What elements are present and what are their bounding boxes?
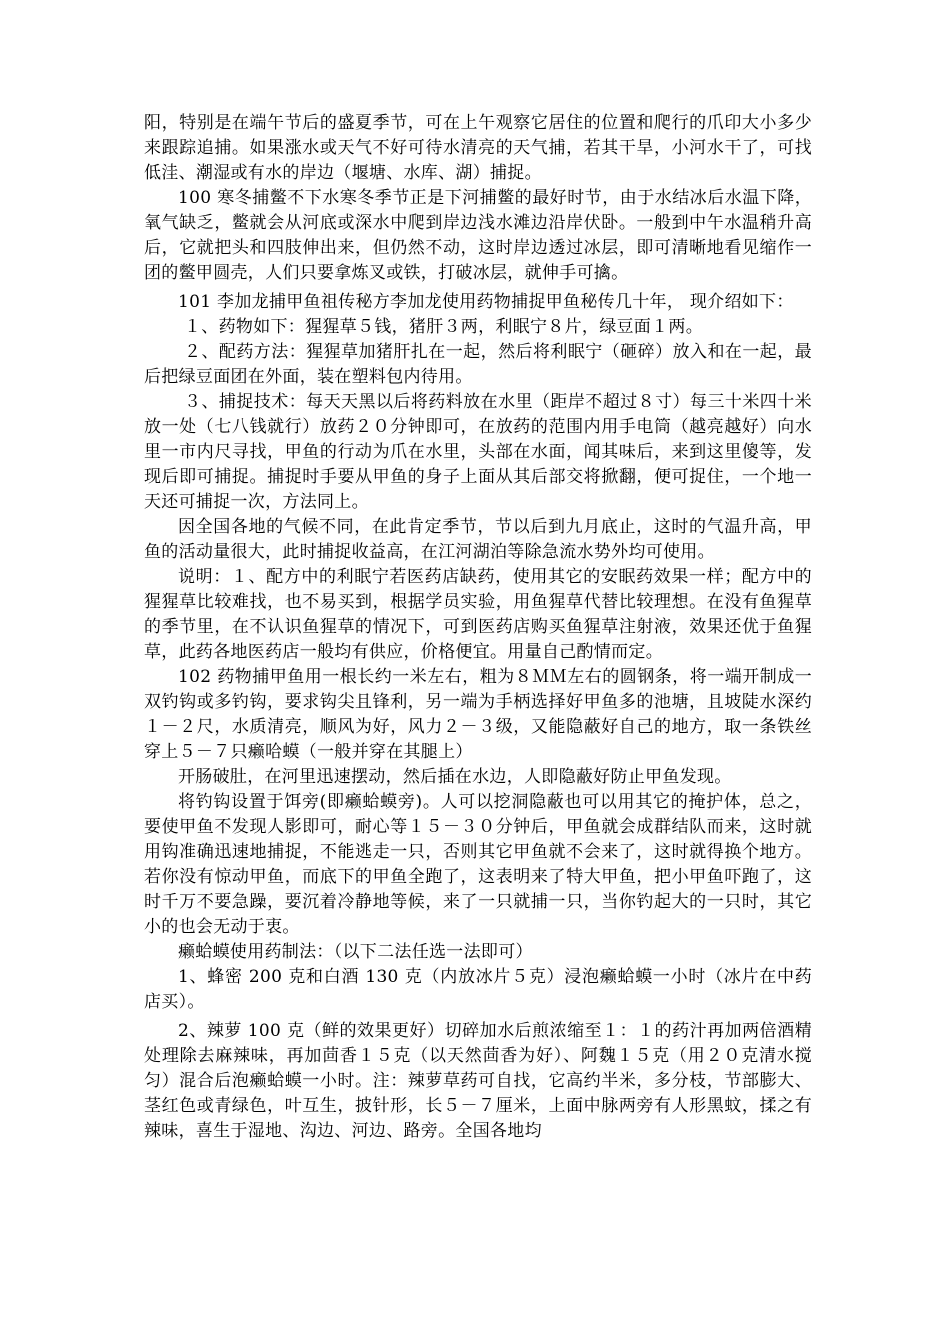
document-body xyxy=(144,111,812,1144)
paragraph-continuation: 阳，特别是在端午节后的盛夏季节，可在上午观察它居住的位置和爬行的爪印大小多少来跟踪追捕。如果涨水或天气不好可待水清亮的天气捕，若其干旱，小河水干了，可找低洼、潮湿或有水的岸边（堰塘、水库、湖）捕捉。 xyxy=(144,113,812,183)
paragraph-hook-setup: 将钓钩设置于饵旁(即癞蛤蟆旁)。人可以挖洞隐蔽也可以用其它的掩护体，总之，要使甲鱼不发现人影即可，耐心等１５－３０分钟后，甲鱼就会成群结队而来，这时就用钩准确迅速地捕捉，不能逃走一只，否则其它甲鱼就不会来了，这时就得换个地方。若你没有惊动甲鱼，而底下的甲鱼全跑了，这表明来了特大甲鱼，把小甲鱼吓跑了，这时千万不要急躁，要沉着冷静地等候，来了一只就捕一只，当你钓起大的一只时，其它小的也会无动于衷。 xyxy=(144,792,812,937)
paragraph-bait-method-2: 2、辣萝 100 克（鲜的效果更好）切碎加水后煎浓缩至１：１的药汁再加两倍酒精处理除去麻辣味，再加茴香１５克（以天然茴香为好）、阿魏１５克（用２０克清水搅匀）混合后泡癞蛤蟆一小时。注：辣萝草药可自找，它高约半米，多分枝，节部膨大、茎红色或青绿色，叶互生，披针形，长５－７厘米，上面中脉两旁有人形黑蚊，揉之有辣味，喜生于湿地、沟边、河边、路旁。全国各地均 xyxy=(144,1021,812,1141)
paragraph-101-item-2: ２、配药方法：猩猩草加猪肝扎在一起，然后将利眠宁（砸碎）放入和在一起，最后把绿豆面团在外面，装在塑料包内待用。 xyxy=(144,342,812,387)
paragraph-102: 102 药物捕甲鱼用一根长约一米左右，粗为８ＭＭ左右的圆钢条，将一端开制成一双钓钩或多钓钩，要求钩尖且锋利，另一端为手柄选择好甲鱼多的池塘，且坡陡水深约１－２尺，水质清亮，顺风为好，风力２－３级，又能隐蔽好自己的地方，取一条铁丝穿上５－７只癞哈蟆（一般并穿在其腿上） xyxy=(144,667,812,762)
paragraph-101-item-3: ３、捕捉技术：每天天黑以后将药料放在水里（距岸不超过８寸）每三十米四十米放一处（七八钱就行）放药２０分钟即可，在放药的范围内用手电筒（越亮越好）向水里一市内尺寻找，甲鱼的行动为爪在水里，头部在水面，闻其味后，来到这里傻等，发现后即可捕捉。捕捉时手要从甲鱼的身子上面从其后部交将掀翻，便可捉住，一个地一天还可捕捉一次，方法同上。 xyxy=(144,392,812,512)
paragraph-101: 101 李加龙捕甲鱼祖传秘方李加龙使用药物捕捉甲鱼秘传几十年， 现介绍如下： xyxy=(178,292,794,312)
paragraph-bait-heading: 癞蛤蟆使用药制法：（以下二法任选一法即可） xyxy=(178,942,533,962)
paragraph-102-continued: 开肠破肚，在河里迅速摆动，然后插在水边，人即隐蔽好防止甲鱼发现。 xyxy=(178,767,732,787)
paragraph-bait-method-1: 1、蜂密 200 克和白酒 130 克（内放冰片５克）浸泡癞蛤蟆一小时（冰片在中药店买）。 xyxy=(144,967,812,1012)
paragraph-season-note: 因全国各地的气候不同，在此肯定季节，节以后到九月底止，这时的气温升高，甲鱼的活动量很大，此时捕捉收益高，在江河湖泊等除急流水势外均可使用。 xyxy=(144,517,812,562)
paragraph-100: 100 寒冬捕鳖不下水寒冬季节正是下河捕鳖的最好时节，由于水结冰后水温下降，氧气缺乏，鳖就会从河底或深水中爬到岸边浅水滩边沿岸伏卧。一般到中午水温稍升高后，它就把头和四肢伸出来，但仍然不动，这时岸边透过冰层，即可清晰地看见缩作一团的鳖甲圆壳，人们只要拿炼叉或铁，打破冰层，就伸手可擒。 xyxy=(144,188,812,283)
paragraph-101-item-1: １、药物如下：猩猩草５钱，猪肝３两，利眠宁８片，绿豆面１两。 xyxy=(184,317,703,337)
paragraph-explanation: 说明：１、配方中的利眠宁若医药店缺药，使用其它的安眠药效果一样；配方中的猩猩草比较难找，也不易买到，根据学员实验，用鱼猩草代替比较理想。在没有鱼猩草的季节里，在不认识鱼猩草的情况下，可到医药店购买鱼猩草注射液，效果还优于鱼猩草，此药各地医药店一般均有供应，价格便宜。用量自己酌情而定。 xyxy=(144,567,812,662)
